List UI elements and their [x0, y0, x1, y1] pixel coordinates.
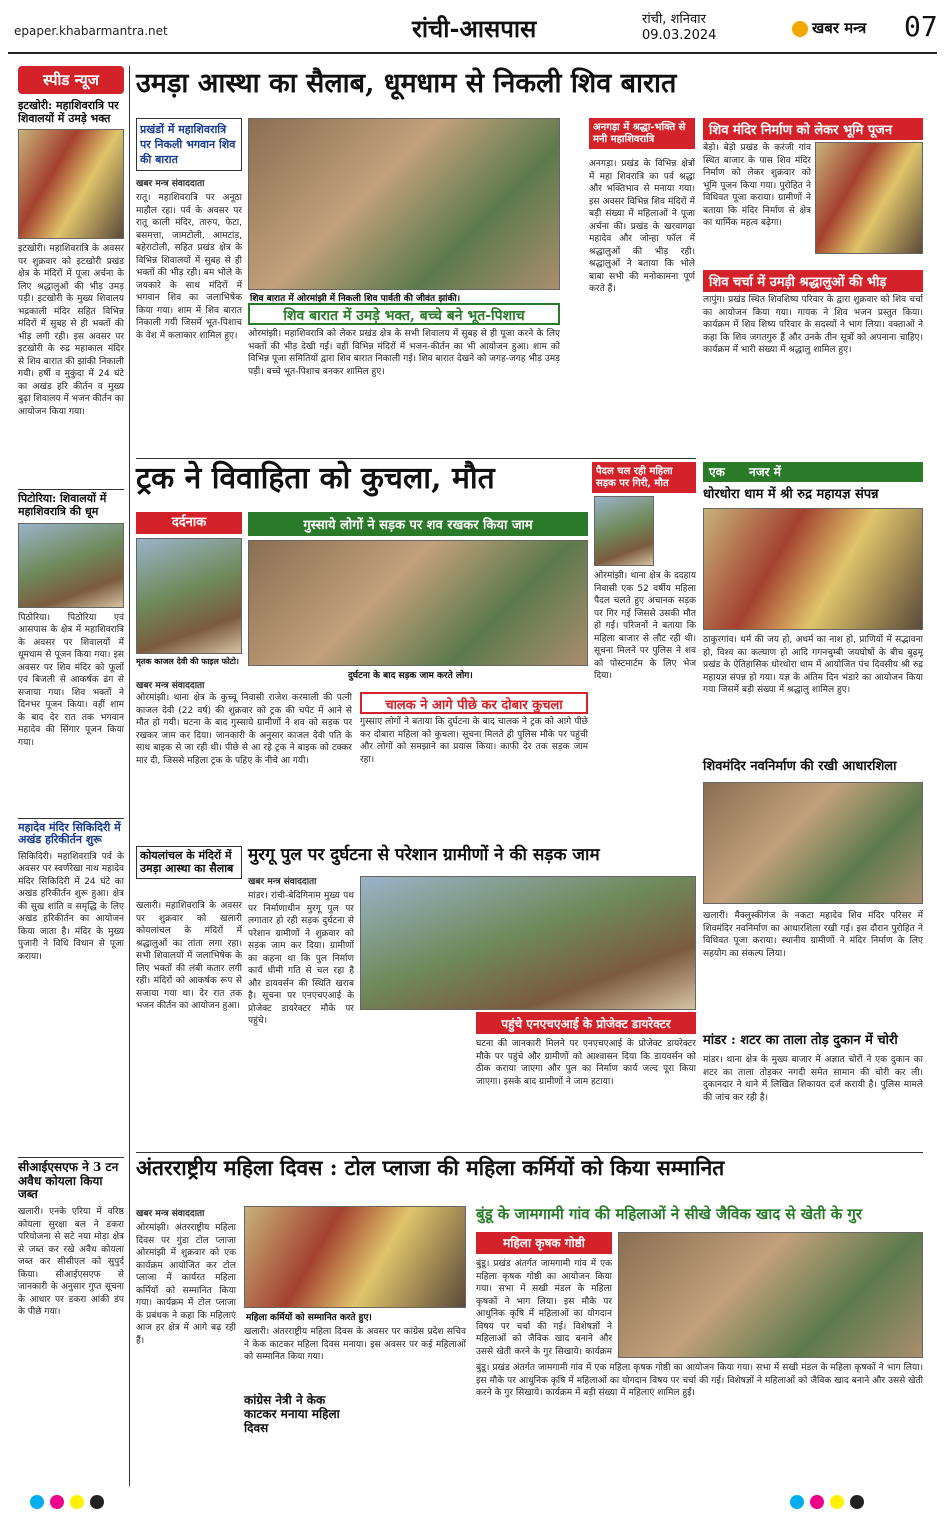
paidal-body: ओरमांझी। थाना क्षेत्र के ददहाय निवासी एक 52 वर्षीय महिला पैदल चलते हुए अचानक सड़क पर गिर गई जिससे उसकी मौत हो गई। परिजनों ने बताया कि महिला बाजार से लौट रही थी। सूचना मिलने पर पुलिस ने शव को पोस्टमार्टम के लिए भेज दिया।: [594, 571, 696, 681]
paidal-photo: [594, 496, 654, 566]
yellow-dot-icon: [70, 1495, 84, 1509]
murgu-byline: खबर मन्त्र संवाददाता: [248, 877, 317, 887]
speed-news-headline-4: सीआईएसएफ ने 3 टन अवैध कोयला किया जब्त: [18, 1157, 124, 1202]
murgu-photo: [360, 876, 696, 1010]
najar-text-3: मांडर। थाना क्षेत्र के मुख्य बाजार में अज्ञात चोरों ने एक दुकान का शटर का ताला तोड़कर नगदी समेत सामान की चोरी कर ली। दुकानदार ने थाने में लिखित शिकायत दर्ज करायी है। पुलिस मामले की जांच कर रही है।: [703, 1055, 923, 1103]
lead-byline: खबर मन्त्र संवाददाता: [136, 179, 205, 189]
magenta-dot-icon: [810, 1495, 824, 1509]
bundu-headline: बुंडू के जामगामी गांव की महिलाओं ने सीखे जैविक खाद से खेती के गुर: [476, 1205, 863, 1223]
lead-sub-banner: शिव बारात में उमड़े भक्त, बच्चे बने भूत-पिशाच: [283, 308, 525, 324]
date-block: [642, 12, 716, 44]
registration-marks-right: [790, 1494, 870, 1513]
speed-news-text-1: इटखोरी। महाशिवरात्रि के अवसर पर शुक्रवार को इटखोरी प्रखंड क्षेत्र के मंदिरों में पूजा अर्चना के लिए श्रद्धालुओं की भीड़ उमड़ पड़ी। इटखोरी के मुख्य शिवालय भद्रकाली मंदिर सहित विभिन्न मंदिरों में सुबह से ही भक्तों की भीड़ लगी रही। इस अवसर पर इटखोरी के रुद्र महाकाल मंदिर से शिव बारात की झांकी निकाली गयी। हर्षी व मुकुंदा में 24 घंटे का अखंड हरि कीर्तन व मुख्य बुढ़ा शिवालय में भजन कीर्तन का आयोजन किया गया।: [18, 244, 124, 417]
koyla-box: [136, 846, 242, 879]
womens-day-sub: कांग्रेस नेत्री ने केक काटकर मनाया महिला दिवस: [244, 1393, 340, 1435]
najar-headline-1: धोरधोरा धाम में श्री रुद्र महायज्ञ संपन्न: [703, 487, 879, 502]
womens-day-photo: [244, 1206, 466, 1308]
murgu-headline: मुरगू पुल पर दुर्घटना से परेशान ग्रामीणों ने की सड़क जाम: [248, 845, 600, 865]
truck-portrait-caption: मृतक काजल देवी की फाइल फोटो।: [136, 657, 239, 666]
najar-text-2: खलारी। मैक्लुस्कीगंज के नकटा महादेव शिव मंदिर परिसर में शिवमंदिर नवनिर्माण का आधारशिला रखी गई। इस दौरान पुरोहित ने विधिवत पूजा कराया। स्थानीय ग्रामीणों ने मंदिर निर्माण के लिए सहयोग का संकल्प लिया।: [703, 911, 923, 959]
anagda-title-box: [589, 118, 695, 149]
najar-headline-3: मांडर : शटर का ताला तोड़ दुकान में चोरी: [703, 1033, 898, 1048]
speed-news-column: [18, 66, 124, 1484]
lead-box-title: प्रखंडों में महाशिवरात्रि पर निकली भगवान शिव की बारात: [140, 123, 236, 166]
speed-news-text-2: पिठोरिया। पिठोरिया एवं आसपास के क्षेत्र में महाशिवरात्रि के अवसर पर शिवालयों में धूमधाम से पूजन किया गया। इस अवसर पर शिव मंदिर को फूलों एवं बिजली से आकर्षक ढंग से सजाया गया। शिव भक्तों ने दिनभर पूजन किया। वहीं शाम के बाद देर रात तक भगवान महादेव की सिंगार पूजन किया गया।: [18, 612, 124, 748]
cyan-dot-icon: [30, 1495, 44, 1509]
magenta-dot-icon: [50, 1495, 64, 1509]
womens-day-photo-caption: महिला कर्मियों को सम्मानित करते हुए।: [246, 1313, 372, 1323]
issue-date: 09.03.2024: [642, 28, 717, 43]
section-rule-2: [136, 1152, 923, 1153]
black-dot-icon: [850, 1495, 864, 1509]
masthead: [8, 8, 937, 54]
site-url[interactable]: epaper.khabarmantra.net: [14, 24, 168, 38]
bundu-photo: [618, 1232, 923, 1358]
womens-day-headline: अंतरराष्ट्रीय महिला दिवस : टोल प्लाजा की महिला कर्मियों को किया सम्मानित: [136, 1155, 725, 1180]
anagda-title: अनगड़ा में श्रद्धा-भक्ति से मनी महाशिवरात्रि: [593, 122, 686, 145]
najar-photo-2: [703, 782, 923, 904]
registration-marks-left: [30, 1494, 110, 1513]
bundu-body-2: बुंडू। प्रखंड अंतर्गत जामगामी गांव में एक महिला कृषक गोष्ठी का आयोजन किया गया। सभा में सखी मंडल के महिला कृषकों ने भाग लिया। इस मौके पर आधुनिक कृषि में महिलाओं का योगदान विषय पर चर्चा की गई। विशेषज्ञों ने महिलाओं को जैविक खाद बनाने और उससे खेती करने के गुर सिखाये। कार्यक्रम में बड़ी संख्या में महिलाएं शामिल हुईं।: [476, 1363, 923, 1398]
bundu-banner: महिला कृषक गोष्ठी: [476, 1232, 612, 1254]
truck-driver-body: गुस्साए लोगों ने बताया कि दुर्घटना के बाद चालक ने ट्रक को आगे पीछे कर दोबारा महिला को कुचला। सूचना मिलते ही पुलिस मौके पर पहुंची और लोगों को समझाने का प्रयास किया। काफी देर तक सड़क जाम रहा।: [360, 717, 588, 765]
bhumi-pujan-body: बेड़ो। बेड़ो प्रखंड के करंजी गांव स्थित बाजार के पास शिव मंदिर निर्माण को लेकर शुक्रवार को भूमि पूजन किया गया। पुरोहित ने विधिवत पूजा कराया। ग्रामीणों ने बताया कि मंदिर निर्माण से क्षेत्र का धार्मिक महत्व बढ़ेगा।: [703, 143, 811, 228]
lead-sub-banner-box: [248, 303, 560, 325]
koyla-body: खलारी। महाशिवरात्रि के अवसर पर शुक्रवार को खलारी कोयलांचल के मंदिरों में श्रद्धालुओं का तांता लगा रहा। सभी शिवालयों में जलाभिषेक के लिए भक्तों की लंबी कतार लगी रही। मंदिरों को आकर्षक रूप से सजाया गया था। देर रात तक भजन कीर्तन का आयोजन हुआ।: [136, 901, 242, 1011]
womens-day-sub-body: खलारी। अंतरराष्ट्रीय महिला दिवस के अवसर पर कांग्रेस प्रदेश सचिव ने केक काटकर महिला दिवस मनाया। इस अवसर पर कई महिलाओं को सम्मानित किया गया।: [244, 1327, 466, 1362]
anagda-body: अनगड़ा। प्रखंड के विभिन्न क्षेत्रों में महा शिवरात्रि का पर्व श्रद्धा और भक्तिभाव से मनाया गया। इस अवसर विभिन्न शिव मंदिरों में बड़ी संख्या में महिलाओं ने पूजा अर्चना की। प्रखंड के खरवागढ़ा महादेव और जोन्हा फॉल में श्रद्धालुओं की भीड़ रही। श्रद्धालुओं ने बताया कि भोले बाबा सभी की मनोकामना पूर्ण करते हैं।: [589, 159, 695, 294]
brand-logo: खबर मन्त्र: [792, 18, 866, 38]
lead-sub-body: ओरमांझी। महाशिवरात्रि को लेकर प्रखंड क्षेत्र के सभी शिवालय में सुबह से ही पूजा करने के लिए भक्तों की भीड़ देखी गई। वहीं विभिन्न मंदिरों में भजन-कीर्तन का भी आयोजन हुआ। शाम को विभिन्न पूजा समितियों द्वारा शिव बारात निकाली गई। शिव बारात देखने को जगह-जगह भीड़ उमड़ पड़ी। बच्चे भूत-पिशाच बनकर शामिल हुए।: [248, 329, 560, 377]
truck-driver-banner: चालक ने आगे पीछे कर दोबार कुचला: [385, 698, 563, 713]
shivcharcha-body: लापुंग। प्रखंड स्थित शिवशिष्य परिवार के द्वारा शुक्रवार को शिव चर्चा का आयोजन किया गया। गायक ने शिव भजन प्रस्तुत किया। कार्यक्रम में शिव शिष्य परिवार के सदस्यों ने भाग लिया। वक्ताओं ने कहा कि शिव जगतगुरु हैं और उनके तीन सूत्रों को अपनाना चाहिए। कार्यक्रम में भारी संख्या में श्रद्धालु शामिल हुए।: [703, 295, 923, 355]
cyan-dot-icon: [790, 1495, 804, 1509]
speed-news-headline-3: महादेव मंदिर सिकिदिरी में अखंड हरिकीर्तन शुरू: [18, 818, 124, 847]
murgu-banner-box: [476, 1012, 696, 1034]
bundu-body-1: बुंडू। प्रखंड अंतर्गत जामगामी गांव में एक महिला कृषक गोष्ठी का आयोजन किया गया। सभा में सखी मंडल के महिला कृषकों ने भाग लिया। इस मौके पर आधुनिक कृषि में महिलाओं का योगदान विषय पर चर्चा की गई। विशेषज्ञों ने महिलाओं को जैविक खाद बनाने और उससे खेती करने के गुर सिखाये। कार्यक्रम: [476, 1259, 612, 1357]
najar-title: नजर में: [749, 465, 781, 479]
truck-byline: खबर मन्त्र संवाददाता: [136, 681, 205, 691]
column-divider: [129, 66, 130, 1486]
bhumi-pujan-title: शिव मंदिर निर्माण को लेकर भूमि पूजन: [703, 118, 923, 140]
section-rule: [136, 458, 696, 459]
lead-photo: [248, 118, 560, 290]
lead-box: [136, 118, 242, 171]
bhumi-pujan-photo: [815, 142, 923, 254]
womens-day-byline: खबर मन्त्र संवाददाता: [136, 1209, 205, 1219]
section-title: रांची-आसपास: [412, 14, 537, 43]
truck-photo-caption: दुर्घटना के बाद सड़क जाम करते लोग।: [348, 671, 473, 681]
shivcharcha-title: शिव चर्चा में उमड़ी श्रद्धालुओं की भीड़: [703, 270, 923, 292]
murgu-banner: पहुंचे एनएचएआई के प्रोजेक्ट डायरेक्टर: [501, 1017, 671, 1031]
najar-tag: एक: [709, 465, 725, 479]
womens-day-body: ओरमांझी। अंतरराष्ट्रीय महिला दिवस पर गुंडा टोल प्लाजा ओरमांझी में शुक्रवार को एक कार्यक्रम आयोजित कर टोल प्लाजा में कार्यरत महिला कर्मियों को सम्मानित किया गया। कार्यक्रम में टोल प्लाजा के प्रबंधक ने कहा कि महिलाएं आज हर क्षेत्र में आगे बढ़ रही हैं।: [136, 1223, 236, 1346]
speed-news-photo-1: [18, 129, 124, 239]
lead-body: रातू। महाशिवरात्रि पर अनूठा माहौल रहा। पर्व के अवसर पर रातू काली मंदिर, तारुप, फेटा, बसमत्ता, जामटोली, आमटांड़, बहेराटोली, सहित प्रखंड क्षेत्र के विभिन्न शिवालयों में सुबह से ही भक्तों की भीड़ रही। बम भोले के जयकारे के साथ मंदिरों में भगवान शिव का जलाभिषेक किया गया। शाम में शिव बारात निकाली गयी जिसमें भूत-पिशाच के वेश में कलाकार शामिल हुए।: [136, 193, 242, 341]
truck-photo: [248, 540, 588, 666]
truck-body: ओरमांझी। थाना क्षेत्र के कुच्चू निवासी राजेश करमाली की पत्नी काजल देवी (22 वर्ष) की शुक्रवार को ट्रक की चपेट में आने से मौत हो गयी। घटना के बाद गुस्साये ग्रामीणों ने शव को सड़क पर रखकर जाम कर दिया। जानकारी के अनुसार काजल देवी पति के साथ बाइक से जा रही थी। पीछे से आ रहे ट्रक ने बाइक को टक्कर मार दी, जिससे महिला ट्रक के पहिए के नीचे आ गयी।: [136, 693, 352, 766]
speed-news-text-3: सिकिदिरी। महाशिवरात्रि पर्व के अवसर पर स्वर्णरेखा नाथ महादेव मंदिर सिकिदिरी में 24 घंटे का अखंड हरिकीर्तन शुरू हुआ। क्षेत्र की सुख शांति व समृद्धि के लिए अखंड हरिकीर्तन का आयोजन किया जाता है। मंदिर के मुख्य पुजारी ने विधि विधान से पूजा कराया।: [18, 851, 124, 962]
truck-headline: ट्रक ने विवाहिता को कुचला, मौत: [136, 461, 495, 496]
speed-news-headline-1: इटखोरी: महाशिवरात्रि पर शिवालयों में उमड़े भक्त: [18, 99, 119, 125]
najar-headline-2: शिवमंदिर नवनिर्माण की रखी आधारशिला: [703, 759, 897, 774]
black-dot-icon: [90, 1495, 104, 1509]
truck-driver-banner-box: [360, 692, 588, 714]
paidal-title-box: [592, 462, 696, 493]
murgu-body: मांडर। रांची-बेदिगिनाम मुख्य पथ पर निर्माणाधीन मुरगू पुल पर लगातार हो रही सड़क दुर्घटना से परेशान ग्रामीणों ने शुक्रवार को सड़क जाम कर दिया। ग्रामीणों का कहना था कि पुल निर्माण कार्य धीमी गति से चल रहा है और डायवर्सन की स्थिति खराब है। सूचना पर एनएचएआई के प्रोजेक्ट डायरेक्टर मौके पर पहुंचे।: [248, 891, 354, 1026]
page-number: 07: [904, 10, 938, 43]
paidal-title: पैदल चल रही महिला सड़क पर गिरी, मौत: [596, 466, 673, 489]
speed-news-text-4: खलारी। एनके एरिया में वरिष्ठ कोयला सुरक्षा बल ने डकरा परियोजना से सटे नया मोड़ा क्षेत्र से जब्त कर रखे अवैध कोयला जब्त कर सीसीएल को सुपुर्द किया। सीआईएसएफ से जानकारी के अनुसार गुप्त सूचना के आधार पर डकरा आंकी डंप के पीछे गया।: [18, 1207, 124, 1318]
najar-text-1: ठाकुरगांव। धर्म की जय हो, अधर्म का नाश हो, प्राणियों में सद्भावना हो, विश्व का कल्याण हो आदि गगनचुम्बी जयघोषों के बीच बुढ़मू प्रखंड के ऐतिहासिक धोरधोरा धाम में आयोजित पंच दिवसीय श्री रुद्र महायज्ञ संपन्न हो गया। यज्ञ के अंतिम दिन भंडारे का आयोजन किया गया जिसमें बड़ी संख्या में श्रद्धालु शामिल हुए।: [703, 635, 923, 695]
murgu-banner-body: घटना की जानकारी मिलने पर एनएचएआई के प्रोजेक्ट डायरेक्टर मौके पर पहुंचे और ग्रामीणों को आश्वासन दिया कि डायवर्सन को ठीक कराया जाएगा और पुल का निर्माण कार्य जल्द पूरा किया जाएगा। इसके बाद ग्रामीणों ने जाम हटाया।: [476, 1039, 696, 1087]
city-day: रांची, शनिवार: [642, 12, 706, 27]
speed-news-headline-2: पिटोरिया: शिवालयों में महाशिवरात्रि की धूम: [18, 489, 124, 518]
lead-headline: उमड़ा आस्था का सैलाब, धूमधाम से निकली शिव बारात: [136, 68, 677, 99]
najar-photo-1: [703, 508, 923, 630]
truck-green-banner: गुस्साये लोगों ने सड़क पर शव रखकर किया जाम: [248, 512, 588, 536]
truck-portrait: [136, 538, 242, 654]
speed-news-badge: स्पीड न्यूज: [18, 66, 124, 94]
najar-banner: [703, 462, 923, 482]
speed-news-photo-2: [18, 523, 124, 608]
lead-photo-caption: शिव बारात में ओरमांझी में निकली शिव पार्वती की जीवंत झांकी।: [250, 294, 461, 304]
yellow-dot-icon: [830, 1495, 844, 1509]
brand-icon: [792, 21, 808, 37]
koyla-title: कोयलांचल के मंदिरों में उमड़ा आस्था का सैलाब: [140, 849, 234, 875]
truck-tag: दर्दनाक: [136, 512, 242, 534]
